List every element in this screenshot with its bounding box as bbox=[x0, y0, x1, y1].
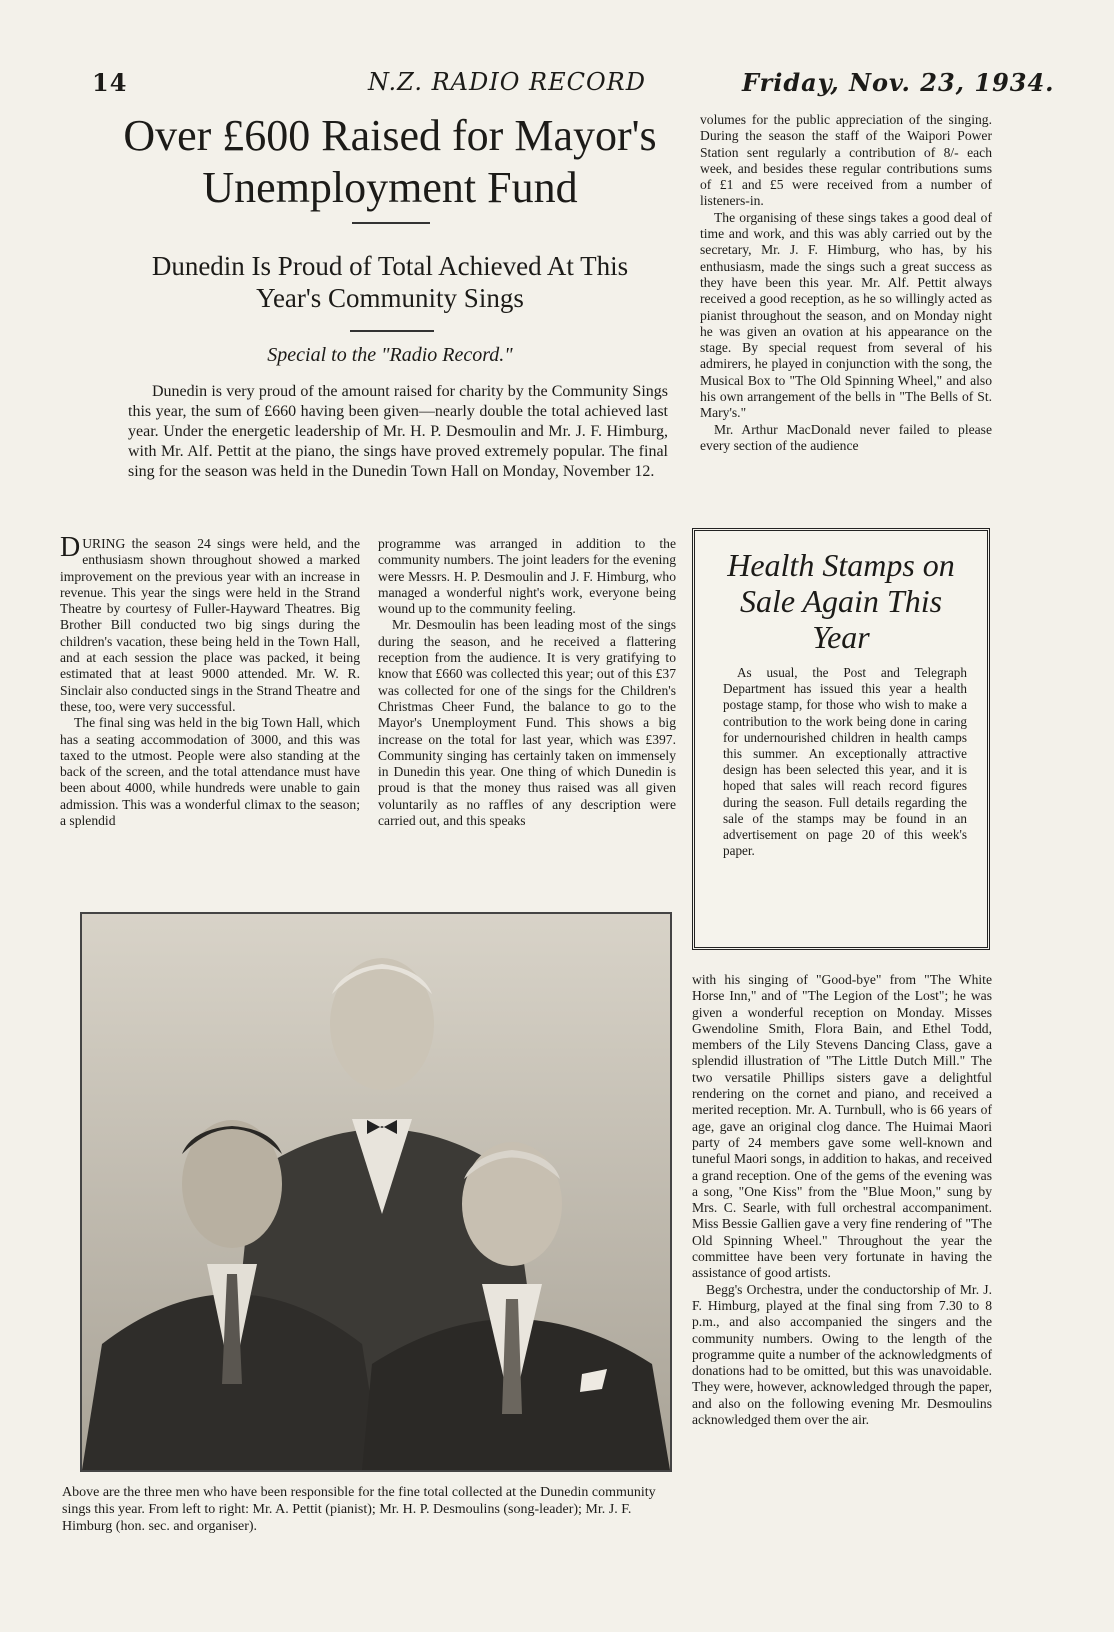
health-stamps-body: As usual, the Post and Telegraph Department has issued this year a health postage stamp, for those who wish to make a contribution to the work being done in caring for undernourished children in health camps this summer. An exceptionally attractive design has been selected this year, and it is hoped that sales will reach record figures during the season. Full details regarding the sale of the stamps may be found in an advertisement on page 20 of this week's paper. bbox=[723, 665, 967, 859]
column-3-paragraph-3: Mr. Arthur MacDonald never failed to please every section of the audience bbox=[700, 421, 992, 453]
health-stamps-title: Health Stamps on Sale Again This Year bbox=[727, 547, 955, 655]
portrait-photo bbox=[80, 912, 672, 1472]
body-column-2 bbox=[378, 536, 676, 829]
column-3-paragraph-2: The organising of these sings takes a good deal of time and work, and this was ably carried out by the secretary, Mr. J. F. Himburg, who has, by his enthusiasm, made the sings such a great success as they have been this year. Mr. Alf. Pettit always received a good reception, as he so willingly acted as pianist throughout the season, and on Monday night he was given an ovation at his appearance on the stage. By special request from several of his admirers, he played in conjunction with the song, the Musical Box to "The Old Spinning Wheel," and also his own arrangement of the bells in "The Bells of St. Mary's." bbox=[700, 209, 992, 421]
body-column-3-top bbox=[700, 112, 992, 454]
drop-cap: D bbox=[60, 532, 81, 563]
column-1-paragraph-1: DURING the season 24 sings were held, and the enthusiasm shown throughout showed a marked improvement on the previous year with an increase in revenue. This year the sings were held in the Strand Theatre by courtesy of Fuller-Hayward Theatres. Big Brother Bill conducted two big sings during the children's vacation, these being held in the Town Hall, and at each session the place was packed, it being estimated that at least 9000 attended. Mr. W. R. Sinclair also conducted sings in the Strand Theatre and these, too, were very successful. bbox=[60, 532, 360, 714]
article-headline bbox=[80, 110, 700, 214]
column-1-paragraph-2: The final sing was held in the big Town Hall, which has a seating accommodation of 3000, and this was taxed to the utmost. People were also standing at the back of the screen, and the total attendance must have been about 4000, while hundreds were unable to gain admission. This was a wonderful climax to the season; a splendid bbox=[60, 715, 360, 829]
photo-caption: Above are the three men who have been responsible for the fine total collected at the Dunedin community sings this year. From left to right: Mr. A. Pettit (pianist); Mr. H. P. Desmoulins (song-leader); Mr. J. F. Himburg (hon. sec. and organiser). bbox=[62, 1485, 656, 1534]
headline-line-2: Unemployment Fund bbox=[202, 163, 578, 212]
three-men-photo-illustration bbox=[82, 914, 670, 1470]
lead-paragraph: Dunedin is very proud of the amount raised for charity by the Community Sings this year, the sum of £660 having been given—nearly double the total achieved last year. Under the energetic leadership of Mr. H. P. Desmoulin and Mr. J. F. Himburg, with Mr. Alf. Pettit at the piano, the sings have proved extremely popular. The final sing for the season was held in the Dunedin Town Hall on Monday, November 12. bbox=[128, 383, 668, 480]
column-2-paragraph-2: Mr. Desmoulin has been leading most of the sings during the season, and he received a flattering reception from the audience. It is very gratifying to know that £660 was collected this year; out of this £37 was collected for one of the sings for the Children's Christmas Cheer Fund, the balance to go to the Mayor's Unemployment Fund. This shows a big increase on the total for last year, which was £397. Community singing has certainly taken on immensely in Dunedin this year. One thing of which Dunedin is proud is that the money thus raised was all given voluntarily as no raffles of any description were carried out, and this speaks bbox=[378, 617, 676, 829]
column-3-bottom-paragraph-1: with his singing of "Good-bye" from "The White Horse Inn," and of "The Legion of the Lost"; he was given a wonderful reception on Monday. Misses Gwendoline Smith, Flora Bain, and Ethel Todd, members of the Lily Stevens Dancing Class, gave a splendid illustration of "The Little Dutch Mill." The two versatile Phillips sisters gave a delightful rendering on the cornet and piano, and received a merited reception. Mr. A. Turnbull, who is 66 years of age, gave an original clog dance. The Huimai Maori party of 24 members gave some well-known and tuneful Maori songs, in addition to hakas, and received a grand reception. One of the gems of the evening was a song, "One Kiss" from the "Blue Moon," sung by Mrs. C. Searle, with full orchestral accompaniment. Miss Bessie Gallien gave a very fine rendering of "The Old Spinning Wheel." Throughout the year the committee have been very fortunate in having the assistance of good artists. bbox=[692, 972, 992, 1281]
publication-name: N.Z. RADIO RECORD bbox=[368, 68, 646, 96]
column-3-paragraph-1: volumes for the public appreciation of the singing. During the season the staff of the Waipori Power Station sent regularly a contribution of 8/- each week, and besides these regular contributions sums of £1 and £5 were received from a number of listeners-in. bbox=[700, 112, 992, 209]
column-3-bottom-paragraph-2: Begg's Orchestra, under the conductorship of Mr. J. F. Himburg, played at the final sing from 7.30 to 8 p.m., and also accompanied the singers and the community numbers. Owing to the length of the programme quite a number of the acknowledgments of donations had to be omitted, but this was unavoidable. They were, however, acknowledged through the paper, and also on the following evening Mr. Desmoulins acknowledged them over the air. bbox=[692, 1281, 992, 1428]
subhead-rule bbox=[350, 330, 434, 332]
body-column-1 bbox=[60, 532, 360, 829]
byline: Special to the "Radio Record." bbox=[267, 344, 513, 366]
page-number: 14 bbox=[92, 68, 128, 97]
issue-date: Friday, Nov. 23, 1934. bbox=[742, 68, 1055, 97]
article-subheadline bbox=[80, 250, 700, 314]
health-stamps-box bbox=[692, 528, 990, 950]
column-2-paragraph-1: programme was arranged in addition to the community numbers. The joint leaders for the evening were Messrs. H. P. Desmoulin and J. F. Himburg, who managed a wonderful night's work, everyone being wound up to the community feeling. bbox=[378, 536, 676, 617]
body-column-3-bottom bbox=[692, 972, 992, 1428]
headline-line-1: Over £600 Raised for Mayor's bbox=[123, 111, 657, 160]
subhead-line-2: Year's Community Sings bbox=[256, 283, 524, 313]
headline-rule bbox=[352, 222, 430, 224]
subhead-line-1: Dunedin Is Proud of Total Achieved At This bbox=[151, 251, 629, 281]
